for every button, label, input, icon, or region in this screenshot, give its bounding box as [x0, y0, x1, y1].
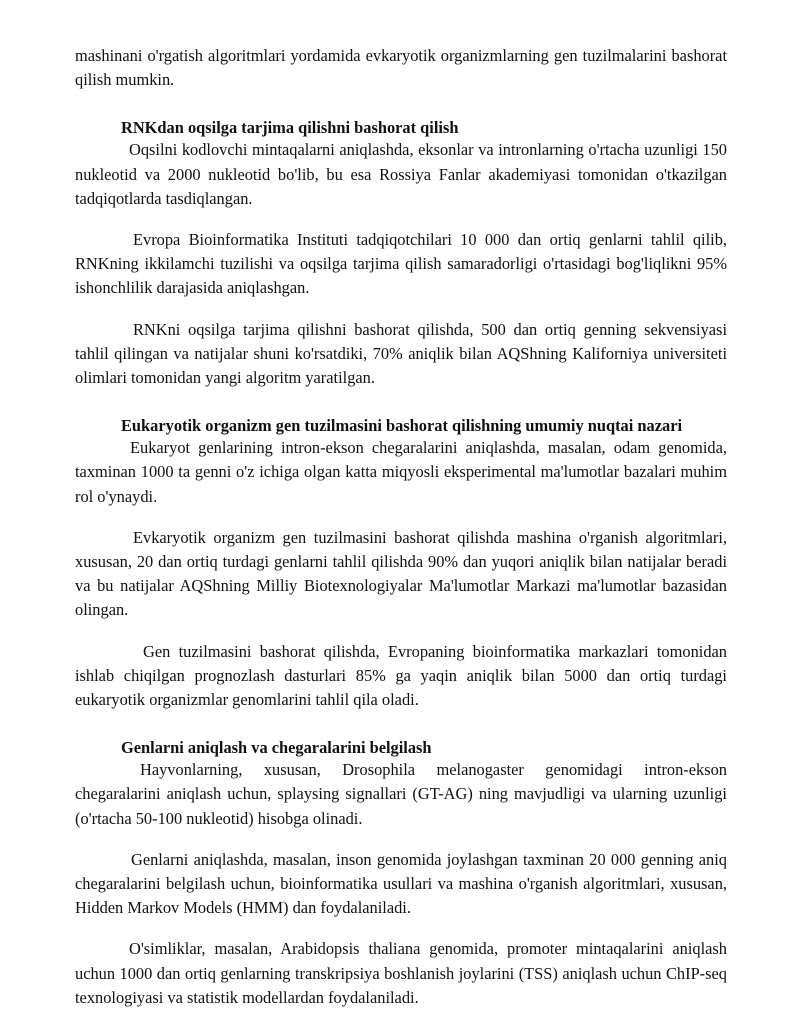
section-translation-prediction	[75, 118, 727, 390]
document-page	[75, 44, 727, 1010]
body-paragraph: Evropa Bioinformatika Instituti tadqiqotchilari 10 000 dan ortiq genlarni tahlil qilib, RNKning ikkilamchi tuzilishi va oqsilga tarjima qilish samaradorligi o'rtasidagi bog'liqlikni 95% ishonchlilik darajasida aniqlashgan.	[75, 230, 727, 298]
section-heading: Eukaryotik organizm gen tuzilmasini bashorat qilishning umumiy nuqtai nazari	[121, 416, 683, 436]
section-gene-structure-overview	[75, 416, 727, 712]
body-paragraph: Eukaryot genlarining intron-ekson chegaralarini aniqlashda, masalan, odam genomida, taxminan 1000 ta genni o'z ichiga olgan katta miqyosli eksperimental ma'lumotlar bazalari muhim rol o'ynaydi.	[75, 438, 727, 506]
body-paragraph: O'simliklar, masalan, Arabidopsis thaliana genomida, promoter mintaqalarini aniqlash uchun 1000 dan ortiq genlarning transkripsiya boshlanish joylarini (TSS) aniqlash uchun ChIP-seq texnologiyasi va statistik modellardan foydalaniladi.	[75, 939, 727, 1007]
section-heading: Genlarni aniqlash va chegaralarini belgilash	[121, 738, 432, 758]
body-paragraph: Oqsilni kodlovchi mintaqalarni aniqlashda, eksonlar va intronlarning o'rtacha uzunligi 150 nukleotid va 2000 nukleotid bo'lib, bu esa Rossiya Fanlar akademiyasi tomonidan o'tkazilgan tadqiqotlarda tasdiqlangan.	[75, 140, 727, 208]
section-gene-boundaries	[75, 738, 727, 1010]
body-paragraph: Evkaryotik organizm gen tuzilmasini bashorat qilishda mashina o'rganish algoritmlari, xususan, 20 dan ortiq turdagi genlarni tahlil qilishda 90% dan yuqori aniqlik bilan natijalar beradi va bu natijalar AQShning Milliy Biotexnologiyalar Ma'lumotlar Markazi ma'lumotlar bazasidan olingan.	[75, 527, 727, 620]
body-paragraph: Genlarni aniqlashda, masalan, inson genomida joylashgan taxminan 20 000 genning aniq chegaralarini belgilash uchun, bioinformatika usullari va mashina o'rganish algoritmlari, xususan, Hidden Markov Models (HMM) dan foydalaniladi.	[75, 849, 727, 918]
intro-paragraph: mashinani o'rgatish algoritmlari yordamida evkaryotik organizmlarning gen tuzilmalarini bashorat qilish mumkin.	[75, 46, 727, 90]
body-paragraph: Gen tuzilmasini bashorat qilishda, Evropaning bioinformatika markazlari tomonidan ishlab chiqilgan prognozlash dasturlari 85% ga yaqin aniqlik bilan 5000 dan ortiq turdagi eukaryotik organizmlar genomlarini tahlil qila oladi.	[75, 641, 727, 710]
body-paragraph: RNKni oqsilga tarjima qilishni bashorat qilishda, 500 dan ortiq genning sekvensiyasi tahlil qilingan va natijalar shuni ko'rsatdiki, 70% aniqlik bilan AQShning Kaliforniya universiteti olimlari tomonidan yangi algoritm yaratilgan.	[75, 319, 727, 388]
section-heading: RNKdan oqsilga tarjima qilishni bashorat qilish	[121, 118, 459, 138]
body-paragraph: Hayvonlarning, xususan, Drosophila melanogaster genomidagi intron-ekson chegaralarini aniqlash uchun, splaysing signallari (GT-AG) ning mavjudligi va ularning uzunligi (o'rtacha 50-100 nukleotid) hisobga olinadi.	[75, 760, 727, 828]
